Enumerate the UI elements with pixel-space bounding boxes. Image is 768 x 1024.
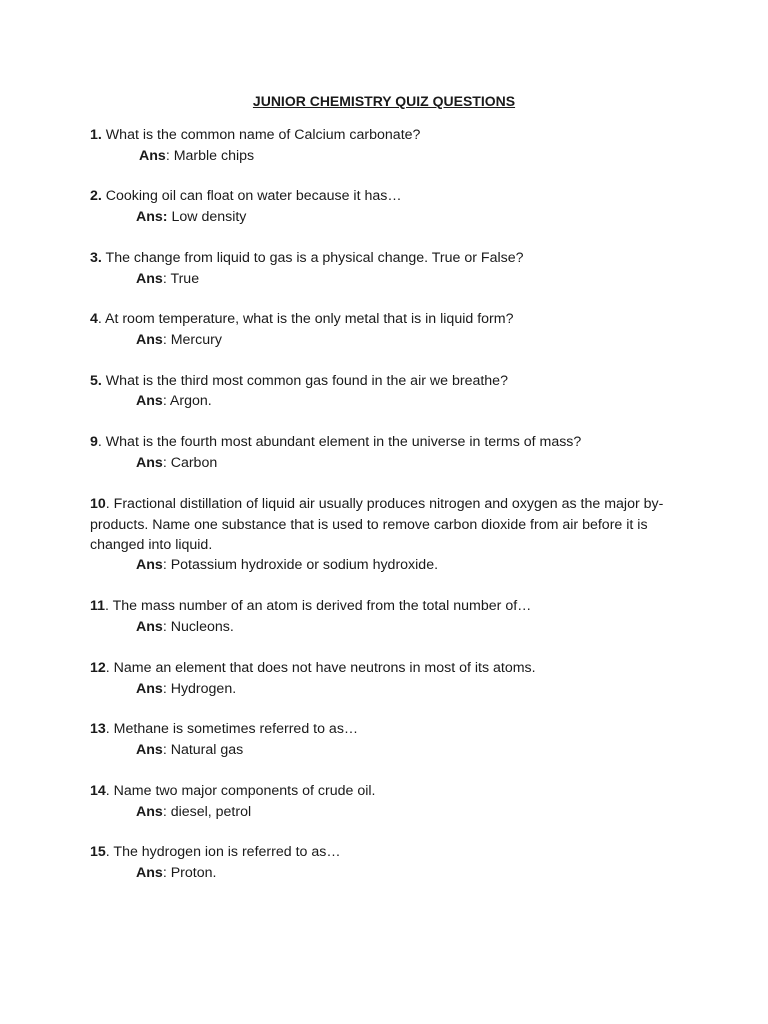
question-number: 11	[90, 598, 105, 614]
question-text: The change from liquid to gas is a physical change. True or False?	[101, 250, 524, 266]
answer-11	[136, 617, 234, 638]
answer-text: : Natural gas	[162, 742, 244, 758]
answer-text: : Marble chips	[165, 148, 255, 164]
question-5	[90, 371, 690, 392]
answer-text: : True	[162, 271, 200, 287]
question-number: 4	[90, 311, 98, 327]
question-text: . Fractional distillation of liquid air usually produces nitrogen and oxygen as the major by-products. Name one substance that is used to remove carbon dioxide from air before it is changed into liquid.	[90, 496, 664, 553]
answer-label: Ans	[136, 804, 163, 820]
answer-9	[136, 453, 217, 474]
question-number: 5.	[90, 373, 102, 389]
question-12	[90, 658, 690, 679]
question-number: 10	[90, 496, 106, 512]
question-text: . Methane is sometimes referred to as…	[105, 721, 359, 737]
question-9	[90, 432, 690, 453]
question-number: 9	[90, 434, 98, 450]
answer-12	[136, 679, 236, 700]
question-number: 15	[90, 844, 106, 860]
answer-label: Ans	[136, 865, 163, 881]
answer-text: : Argon.	[162, 393, 212, 409]
question-number: 2.	[90, 188, 102, 204]
question-text: . The mass number of an atom is derived from the total number of…	[105, 598, 532, 614]
question-text: . The hydrogen ion is referred to as…	[105, 844, 341, 860]
question-number: 1.	[90, 127, 102, 143]
question-number: 13	[90, 721, 106, 737]
question-text: Cooking oil can float on water because it has…	[101, 188, 402, 204]
question-text: . Name an element that does not have neutrons in most of its atoms.	[105, 660, 536, 676]
answer-3	[136, 269, 199, 290]
answer-text: : Nucleons.	[162, 619, 234, 635]
question-2	[90, 186, 690, 207]
answer-label: Ans	[136, 619, 163, 635]
question-3	[90, 248, 690, 269]
answer-10	[136, 555, 438, 576]
question-text: What is the third most common gas found in the air we breathe?	[101, 373, 508, 389]
question-14	[90, 781, 690, 802]
answer-label: Ans:	[136, 209, 168, 225]
answer-15	[136, 863, 216, 884]
answer-text: : Mercury	[162, 332, 222, 348]
question-text: . Name two major components of crude oil.	[105, 783, 376, 799]
question-15	[90, 842, 690, 863]
answer-14	[136, 802, 251, 823]
question-text: . At room temperature, what is the only metal that is in liquid form?	[97, 311, 514, 327]
answer-label: Ans	[136, 393, 163, 409]
answer-label: Ans	[136, 742, 163, 758]
answer-text: Low density	[167, 209, 247, 225]
answer-label: Ans	[136, 271, 163, 287]
page-title: JUNIOR CHEMISTRY QUIZ QUESTIONS	[252, 93, 516, 109]
question-1	[90, 125, 690, 146]
answer-label: Ans	[139, 148, 166, 164]
question-number: 12	[90, 660, 106, 676]
answer-label: Ans	[136, 681, 163, 697]
answer-text: : Proton.	[162, 865, 217, 881]
answer-2	[136, 207, 246, 228]
question-13	[90, 719, 690, 740]
answer-text: : diesel, petrol	[162, 804, 252, 820]
question-11	[90, 596, 690, 617]
question-10	[90, 494, 686, 556]
answer-13	[136, 740, 243, 761]
answer-label: Ans	[136, 455, 163, 471]
answer-label: Ans	[136, 557, 163, 573]
answer-1	[139, 146, 254, 167]
question-text: What is the common name of Calcium carbonate?	[101, 127, 421, 143]
answer-label: Ans	[136, 332, 163, 348]
answer-5	[136, 391, 212, 412]
answer-text: : Hydrogen.	[162, 681, 237, 697]
question-4	[90, 309, 690, 330]
answer-text: : Carbon	[162, 455, 218, 471]
answer-text: : Potassium hydroxide or sodium hydroxide.	[162, 557, 439, 573]
question-number: 3.	[90, 250, 102, 266]
question-text: . What is the fourth most abundant element in the universe in terms of mass?	[97, 434, 582, 450]
question-number: 14	[90, 783, 106, 799]
answer-4	[136, 330, 222, 351]
